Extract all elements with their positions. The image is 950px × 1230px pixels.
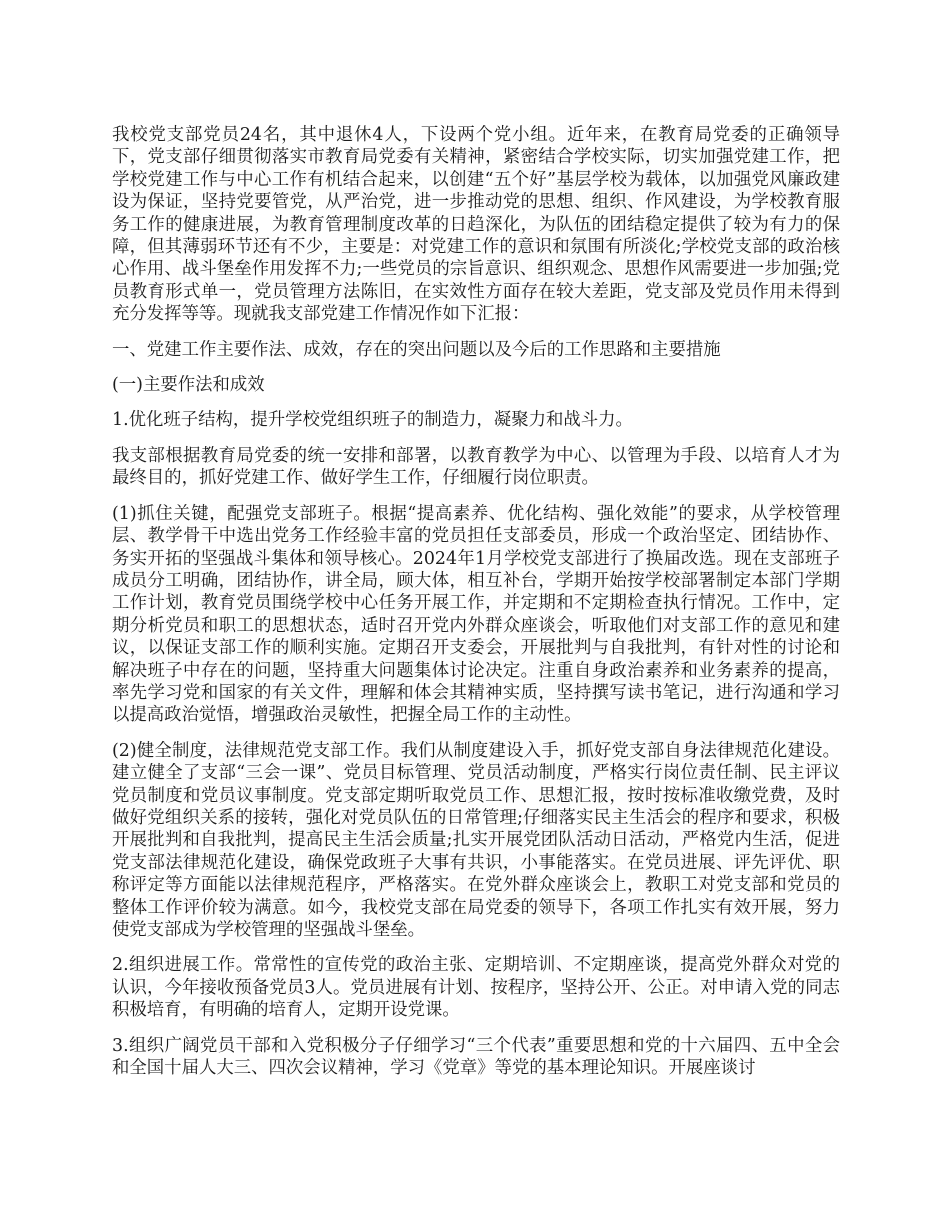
heading-section-1: 一、党建工作主要作法、成效，存在的突出问题以及今后的工作思路和主要措施: [112, 339, 721, 360]
paragraph-intro: 我校党支部党员24名，其中退休4人，下设两个党小组。近年来，在教育局党委的正确领导下，党支部仔细贯彻落实市教育局党委有关精神，紧密结合学校实际，切实加强党建工作，把学校党建工作与中心工作有机结合起来，以创建“五个好”基层学校为载体，以加强党风廉政建设为保证，坚持党要管党，从严治党，进一步推动党的思想、组织、作风建设，为学校教育服务工作的健康进展，为教育管理制度改革的日趋深化，为队伍的团结稳定提供了较为有力的保障，但其薄弱环节还有不少，主要是：对党建工作的意识和氛围有所淡化;学校党支部的政治核心作用、战斗堡垒作用发挥不力;一些党员的宗旨意识、组织观念、思想作风需要进一步加强;党员教育形式单一，党员管理方法陈旧，在实效性方面存在较大差距，党支部及党员作用未得到充分发挥等等。现就我支部党建工作情况作如下汇报：: [112, 125, 840, 325]
heading-item-1: 1.优化班子结构，提升学校党组织班子的制造力，凝聚力和战斗力。: [112, 410, 633, 431]
paragraph-item-2: 2.组织进展工作。常常性的宣传党的政治主张、定期培训、不定期座谈，提高党外群众对党的认识，今年接收预备党员3人。党员进展有计划、按程序，坚持公开、公正。对申请入党的同志积极培育，有明确的培育人，定期开设党课。: [112, 955, 840, 1021]
paragraph-item-1-summary: 我支部根据教育局党委的统一安排和部署，以教育教学为中心、以管理为手段、以培育人才为最终目的，抓好党建工作、做好学生工作，仔细履行岗位职责。: [112, 445, 840, 489]
paragraph-item-1-part-1: (1)抓住关键，配强党支部班子。根据“提高素养、优化结构、强化效能”的要求，从学校管理层、教学骨干中选出党务工作经验丰富的党员担任支部委员，形成一个政治坚定、团结协作、务实开拓的坚强战斗集体和领导核心。2024年1月学校党支部进行了换届改选。现在支部班子成员分工明确，团结协作，讲全局，顾大体，相互补台，学期开始按学校部署制定本部门学期工作计划，教育党员围绕学校中心任务开展工作，并定期和不定期检查执行情况。工作中，定期分析党员和职工的思想状态，适时召开党内外群众座谈会，听取他们对支部工作的意见和建议，以保证支部工作的顺利实施。定期召开支委会，开展批判与自我批判，有针对性的讨论和解决班子中存在的问题，坚持重大问题集体讨论决定。注重自身政治素养和业务素养的提高，率先学习党和国家的有关文件，理解和体会其精神实质，坚持撰写读书笔记，进行沟通和学习以提高政治觉悟，增强政治灵敏性，把握全局工作的主动性。: [112, 503, 840, 726]
heading-subsection-1: (一)主要作法和成效: [112, 375, 265, 396]
document-body: [112, 124, 840, 1092]
paragraph-item-3: 3.组织广阔党员干部和入党积极分子仔细学习“三个代表”重要思想和党的十六届四、五中全会和全国十届人大三、四次会议精神，学习《党章》等党的基本理论知识。开展座谈讨: [112, 1035, 840, 1079]
paragraph-item-1-part-2: (2)健全制度，法律规范党支部工作。我们从制度建设入手，抓好党支部自身法律规范化建设。建立健全了支部“三会一课”、党员目标管理、党员活动制度，严格实行岗位责任制、民主评议党员制度和党员议事制度。党支部定期听取党员工作、思想汇报，按时按标准收缴党费，及时做好党组织关系的接转，强化对党员队伍的日常管理;仔细落实民主生活会的程序和要求，积极开展批判和自我批判，提高民主生活会质量;扎实开展党团队活动日活动，严格党内生活，促进党支部法律规范化建设，确保党政班子大事有共识，小事能落实。在党员进展、评先评优、职称评定等方面能以法律规范程序，严格落实。在党外群众座谈会上，教职工对党支部和党员的整体工作评价较为满意。如今，我校党支部在局党委的领导下，各项工作扎实有效开展，努力使党支部成为学校管理的坚强战斗堡垒。: [112, 740, 840, 940]
